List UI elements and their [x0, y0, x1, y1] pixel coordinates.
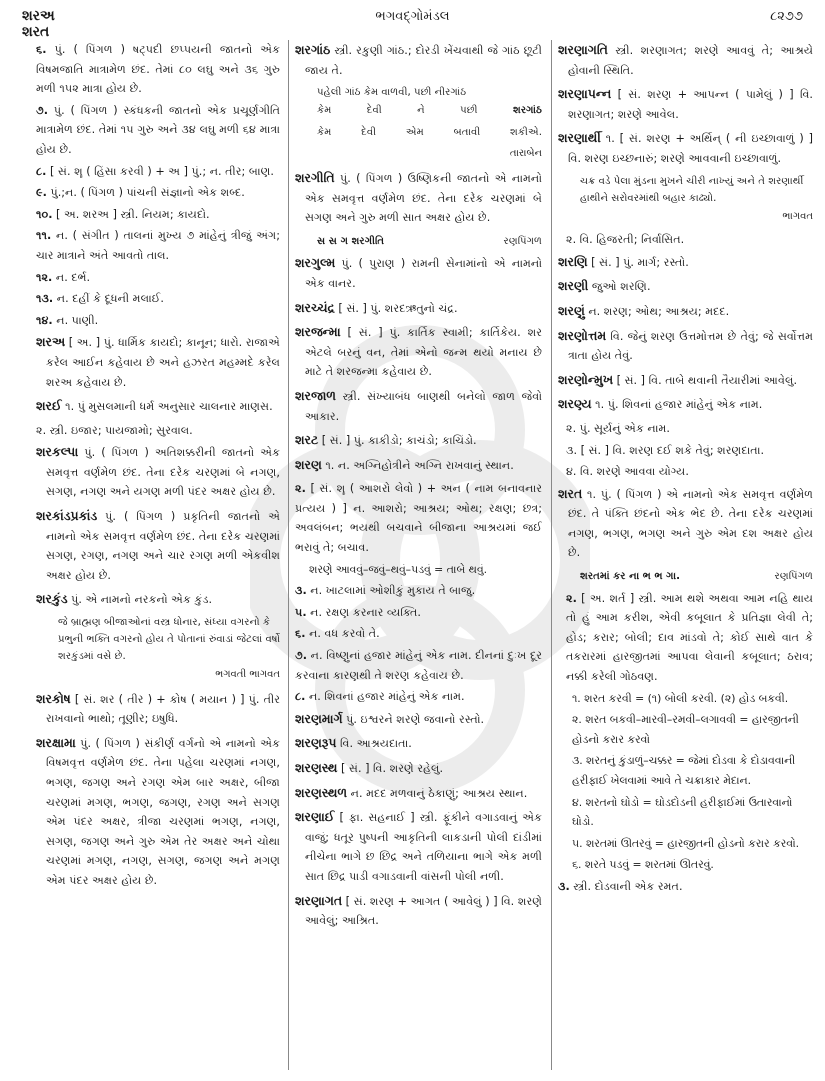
sense: ૯. પું.;ન. ( પિંગળ ) પાંચની સંજ્ઞાનો એક શબ્દ. [36, 186, 245, 200]
headword: શરગાંઠ [295, 42, 331, 57]
dictionary-entry: શરણાપન્ન [ સં. શરણ + આપન્ન ( પામેલું ) ] વિ. શરણાગત; શરણે આવેલ. [558, 86, 813, 121]
headword: શરજન્મા [295, 324, 341, 340]
headword: શરણાપન્ન [558, 86, 612, 102]
headword: શરણાગત [295, 892, 343, 908]
dictionary-entry: શરકલ્પા પું. ( પિંગળ ) અતિશક્કરીની જાતનો એક સમવૃત્ત વર્ણમેળ છંદ. તેના દરેક ચરણમાં બે નગણ, સગણ, નગણ અને યગણ મળી પંદર અક્ષર હોય છે. [36, 444, 280, 499]
dictionary-entry: શરટ [ સં. ] પું. કાકીડો; કાચંડો; કાચિંડો. [295, 432, 477, 448]
sense: ૧૪. ન. પાણી. [36, 313, 99, 327]
dictionary-entry: શરણી જુઓ શરણિ. [558, 278, 651, 294]
sense: ૧૩. ન. દહીં કે દૂધની મલાઈ. [36, 292, 164, 306]
dictionary-entry: શરકુંડ પું. એ નામનો નરકનો એક કુંડ. [36, 591, 213, 607]
headword: શરણાઈ [295, 809, 335, 825]
headword: શરટ [295, 432, 319, 448]
dictionary-entry: શરણરૂપ વિ. આશ્રયદાતા. [295, 735, 412, 751]
sense: ૨. વિ. હિજરતી; નિર્વાસિત. [566, 233, 685, 247]
sense: ૮. [ સં. શૄ ( હિંસા કરવી ) + અ ] પું.; ન. તીર; બાણ. [36, 164, 274, 178]
dictionary-entry: શરક્ષામા પું. ( પિંગળ ) સંકીર્ણ વર્ગનો એ નામનો એક વિષમવૃત્ત વર્ણમેળ છંદ. તેના પહેલા ચરણમાં નગણ, ભગણ, જગણ અને રગણ એમ બાર અક્ષર, બીજા ચરણમાં મગણ, ભગણ, જગણ, રગણ અને સગણ એમ પંદર અક્ષર, ત્રીજા ચરણમાં ભગણ, નગણ, સગણ, જગણ અને ગુરુ એમ તેર અક્ષર અને ચોથા ચરણમાં મગણ, નગણ, સગણ, જગણ અને મગણ એમ પંદર અક્ષર હોય છે. [36, 734, 280, 887]
sense: ૬. ન. વધ કરવો તે. [295, 627, 380, 641]
quotation-line: કેમ દેવી ને પછી શરગાંઠ [317, 105, 542, 117]
quotation-source: ભગવતી ભાગવત [215, 669, 280, 681]
dictionary-entry: શરજન્મા [ સં. ] પું. કાર્તિક સ્વામી; કાર્તિકેય. શર એટલે બરનું વન, તેમાં એનો જન્મ થયો મનાય છે માટે તે શરજન્મા કહેવાય છે. [295, 324, 542, 379]
quotation-source: ભાગવત [782, 210, 813, 222]
dictionary-columns [0, 40, 825, 1070]
sense: ૨. [ સં. શૄ ( આશરો લેવો ) + અન ( નામ બનાવનાર પ્રત્યય ) ] ન. આશરો; આશ્રય; ઓથ; રક્ષણ; છત્ર; અવલંબન; ભયથી બચવાને બીજાના આશ્રયમાં જઈ ભરાવું તે; બચાવ. [295, 482, 542, 555]
headword: શરણોત્તમ [558, 327, 607, 343]
sense: ૨. [ અ. શર્ત ] સ્ત્રી. આમ થશે અથવા આમ નહિ થાય તો હું આમ કરીશ, એવી કબૂલાત કે પ્રતિજ્ઞા લેવી તે; હોડ; કરાર; બોલી; દાવ માંડવો તે; કોઈ સાથે વાત કે તકરારમાં હારજીતમાં આપવા લેવાની કબૂલાત; ઠરાવ; નક્કી કરેલી ગોઠવણ. [566, 591, 813, 684]
dictionary-entry: શરણાગતિ સ્ત્રી. શરણાગત; શરણે આવવું તે; આશ્રયે હોવાની સ્થિતિ. [558, 42, 813, 77]
quotation: જે બ્રાહ્મણ બીજાઓનાં વસ્ત્ર ધોનાર, સંધ્યા વગરનો કે પ્રભુની ભક્તિ વગરનો હોય તે પોતાનાં રુંવાડાં જેટલાં વર્ષો શરકુંડમાં વસે છે. [58, 617, 280, 663]
headword: શરણમાર્ગ [295, 710, 343, 726]
idiom: ૨. શરત બકવી–મારવી–રમવી–લગાવવી = હારજીતની હોડનો કરાર કરવો [572, 713, 799, 746]
quotation-line: પહેલી ગાંઠ કેમ વાળવી, પછી નીરગાંઠ [317, 87, 467, 99]
sense: ૩. [ સં. ] વિ. શરણ દઈ શકે તેવું; શરણદાતા. [566, 443, 765, 457]
headword: શરણી [558, 278, 589, 294]
headword: શરજાળ [295, 387, 336, 403]
dictionary-entry: શરણ ૧. ન. અગ્નિહોત્રીને અગ્નિ રાખવાનું સ્થાન. [295, 456, 514, 472]
sense: ૫. ન. રક્ષણ કરનાર વ્યક્તિ. [295, 605, 421, 619]
dictionary-entry: શરત ૧. પું. ( પિંગળ ) એ નામનો એક સમવૃત્ત વર્ણમેળ છંદ. તે પંક્તિ છંદનો એક ભેદ છે. તેના દરેક ચરણમાં નગણ, ભગણ, ભગણ અને ગુરુ એમ દશ અક્ષર હોય છે. [558, 485, 813, 560]
page-header [0, 0, 825, 44]
idiom: ૧. શરત કરવી = (૧) બોલી કરવી. (૨) હોડ બકવી. [572, 691, 789, 705]
headword: શરત [558, 485, 583, 501]
headword: શરગીતિ [295, 169, 335, 185]
dictionary-entry: શરગુલ્મ પું. ( પુરાણ ) રામની સેનામાંનો એ નામનો એક વાનર. [295, 255, 542, 290]
dictionary-entry: શરચ્ચંદ્ર [ સં. ] પું. શરદઋતુનો ચંદ્ર. [295, 299, 458, 315]
idiom: ૪. શરતનો ઘોડો = ઘોડદોડની હરીફાઈમાં ઉતારવાનો ઘોડો. [572, 795, 793, 829]
sense: ૭. ન. વિષ્ણુનાં હજાર માંહેનું એક નામ. દીનનાં દુઃખ દૂર કરવાના કારણથી તે શરણ કહેવાય છે. [295, 649, 542, 682]
sense: ૩. સ્ત્રી. દોડવાની એક રમત. [558, 879, 683, 893]
headword: શરઅ [36, 334, 66, 350]
headword: શરકોષ [36, 690, 71, 706]
column-2 [288, 40, 542, 1070]
headword: શરકુંડ [36, 591, 68, 607]
dictionary-entry: શરણિ [ સં. ] પું. માર્ગ; રસ્તો. [558, 253, 689, 269]
dictionary-entry: શરણું ન. શરણ; ઓથ; આશ્રય; મદદ. [558, 302, 730, 318]
sense: ૩. ન. ખાટલામાં ઓશીકું મુકાય તે બાજુ. [295, 584, 476, 598]
idiom: ૫. શરતમાં ઊતરવું = હારજીતની હોડનો કરાર કરવો. [572, 836, 800, 850]
sense: ૨. સ્ત્રી. ઇજાર; પાયજામો; સુરવાલ. [36, 423, 193, 437]
headword: શરણ [295, 456, 322, 472]
idiom: ૩. શરતનું કુંડાળું–ચક્કર = જેમાં દોડવા કે દોડાવવાની હરીફાઈ ખેલવામાં આવે તે ચક્રાકાર મેદાન. [572, 754, 796, 787]
dictionary-entry: શરકોષ [ સં. શર ( તીર ) + કોષ ( મયાન ) ] પું. તીર રાખવાનો ભાથો; તૂણીર; ઇષુધિ. [36, 690, 280, 726]
dictionary-entry: શરકાંડપ્રકાંડ પું. ( પિંગળ ) પ્રકૃતિની જાતનો એ નામનો એક સમવૃત્ત વર્ણમેળ છંદ. તેના દરેક ચરણમાં સગણ, રગણ, નગણ અને ચાર રગણ મળી એકવીશ અક્ષર હોય છે. [36, 508, 280, 582]
headword: શરકાંડપ્રકાંડ [36, 508, 98, 524]
sense: ૨. પું. સૂર્યનું એક નામ. [566, 421, 670, 435]
dictionary-entry: શરઅ [ અ. ] પું. ધાર્મિક કાયદો; કાનૂન; ધારો. રાજાએ કરેલ આઈન કહેવાય છે અને હઝરત મહમ્મદે કરેલ શરઅ કહેવાય છે. [36, 334, 280, 389]
idiom: ૬. શરતે પડવું = શરતમાં ઊતરવું. [572, 858, 714, 872]
headword: શરણસ્થળ [295, 784, 348, 800]
dictionary-entry: શરણોત્તમ વિ. જેનું શરણ ઉત્તમોત્તમ છે તેવું; જે સર્વોત્તમ ત્રાતા હોય તેવું. [558, 327, 813, 363]
headword: શરકલ્પા [36, 444, 79, 460]
book-title: ભગવદ્ગોમંડલ [375, 9, 450, 24]
headword: શરણ્ય [558, 396, 592, 412]
dictionary-entry: શરગીતિ પું. ( પિંગળ ) ઉષ્ણિકની જાતનો એ નામનો એક સમવૃત્ત વર્ણમેળ છંદ. તેના દરેક ચરણમાં બે સગણ અને ગુરુ મળી સાત અક્ષર હોય છે. [295, 169, 542, 225]
quotation-source: તારાબેન [509, 148, 542, 160]
headword: શરણસ્થ [295, 760, 338, 775]
dictionary-entry: શરણાગત [ સં. શરણ + આગત ( આવેલું ) ] વિ. શરણે આવેલું; આશ્રિત. [295, 892, 542, 928]
first-guide-word: શરઅ [22, 8, 55, 24]
sense: ૧૧. ન. ( સંગીત ) તાલનાં મુખ્ય ૭ માંહેનું ત્રીજું અંગ; ચાર માત્રાને અંતે આવતો તાલ. [36, 229, 280, 262]
sense: ૭. પું. ( પિંગળ ) સ્કંધકની જાતનો એક પ્રચૂર્ણગીતિ માત્રામેળ છંદ. તેમાં ૧૫ ગુરુ અને ૩૪ લઘુ મળી ૬૪ માત્રા હોય છે. [36, 103, 280, 156]
headword: શરણોન્મુખ [558, 371, 614, 387]
column-1 [36, 40, 280, 1070]
dictionary-entry: શરગાંઠ સ્ત્રી. રકુણી ગાંઠ.; દોરડી ખેંચવાથી જે ગાંઠ છૂટી જાય તે. [295, 42, 542, 77]
headword: શરક્ષામા [36, 734, 76, 750]
dictionary-entry: શરણસ્થળ ન. મદદ મળવાનું ઠેકાણું; આશ્રય સ્થાન. [295, 784, 528, 800]
headword: શરઈ [36, 398, 62, 414]
headword: શરણિ [558, 253, 588, 269]
headword: શરચ્ચંદ્ર [295, 299, 335, 315]
quotation: ચક્ર વડે પેલા મુંડના મુખને ચીરી નાખ્યું અને તે શરણાર્થી હાથીને સરોવરમાંથી બહાર કાઢ્યો. [580, 175, 804, 204]
dictionary-entry: શરણ્ય ૧. પું. શિવનાં હજાર માંહેનું એક નામ. [558, 396, 763, 412]
headword: શરણરૂપ [295, 735, 337, 751]
dictionary-entry: શરજાળ સ્ત્રી. સંખ્યાબંધ બાણથી બનેલો જાળ જેવો આકાર. [295, 387, 542, 423]
example-line: સ સ ગ શરગીતિ રણપિંગળ [317, 235, 542, 247]
sense: ૪. વિ. શરણે આવવા યોગ્ય. [566, 465, 689, 479]
sense: ૮. ન. શિવનાં હજાર માંહેનું એક નામ. [295, 690, 465, 704]
dictionary-entry: શરણાઈ [ ફા. સહનાઈ ] સ્ત્રી. ફૂંકીને વગાડવાનું એક વાજું; ધતૂર પુષ્પની આકૃતિની લાકડાની પોલી દાંડીમાં નીચેના ભાગે છ છિદ્ર અને તળિયાના ભાગે એક મળી સાત છિદ્ર પાડી વગાડવાની વાંસની પોલી નળી. [295, 809, 542, 883]
dictionary-entry: શરણોન્મુખ [ સં. ] વિ. તાબે થવાની તૈયારીમાં આવેલું. [558, 371, 797, 387]
dictionary-entry: શરણસ્થ [ સં. ] વિ. શરણે રહેલું. [295, 760, 444, 775]
idiom: શરણે આવવું–જવું–થવું–પડવું = તાબે થવું. [309, 562, 487, 576]
sense: ૬. પું. ( પિંગળ ) ષટ્પદી છપ્પયની જાતનો એક વિષમજાતિ માત્રામેળ છંદ. તેમાં ૮૦ લઘુ અને ૩૬ ગુરુ મળી ૧૫૨ માત્રા હોય છે. [36, 43, 280, 96]
dictionary-entry: શરણમાર્ગ પું. ઇશ્વરને શરણે જવાનો રસ્તો. [295, 710, 485, 726]
headword: શરણાગતિ [558, 42, 608, 57]
dictionary-entry: શરઈ ૧. પું મુસલમાની ધર્મ અનુસાર ચાલનાર માણસ. [36, 398, 273, 414]
sense: ૧૨. ન. દર્ભ. [36, 270, 91, 284]
dictionary-entry: શરણાર્થી ૧. [ સં. શરણ + અર્થિન્ ( ની ઇચ્છાવાળું ) ] વિ. શરણ ઇચ્છનારું; શરણે આવવાની ઇચ્છાવાળું. [558, 130, 813, 165]
sense: ૧૦. [ અ. શરઅ ] સ્ત્રી. નિયમ; કાયદો. [36, 207, 210, 221]
headword: શરણું [558, 302, 585, 318]
column-3 [551, 40, 813, 1070]
last-guide-word: શરત [22, 24, 50, 40]
page-number: ૮૨૭૭ [770, 9, 803, 24]
quotation-line: કેમ દેવી એમ બતાવી શકીએ. [317, 126, 542, 138]
headword: શરગુલ્મ [295, 255, 336, 271]
headword: શરણાર્થી [558, 130, 601, 146]
example-line: શરતમાં કર ના ભ ભ ગા. રણપિંગળ [580, 571, 813, 583]
